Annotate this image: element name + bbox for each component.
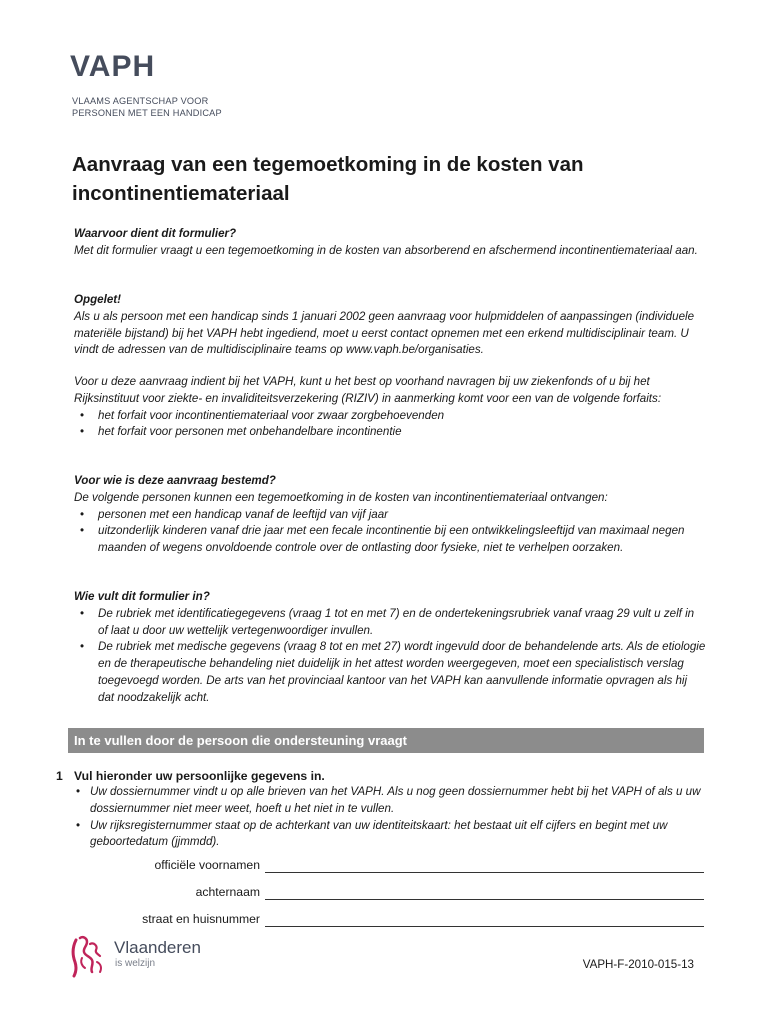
forfaits-text: Voor u deze aanvraag indient bij het VAPH, kunt u het best op voorhand navragen bij uw ziekenfonds of u bij het Rijksinstituut voor ziekte- en invaliditeitsverzekering (RIZIV) in aanmerking komt voor een van de volgende forfaits: (74, 375, 662, 405)
document-code: VAPH-F-2010-015-13 (582, 958, 694, 971)
warning-text: Als u als persoon met een handicap sinds 1 januari 2002 geen aanvraag voor hulpmiddelen of aanpassingen (individuele materiële bijstand) bij het VAPH hebt ingediend, moet u eerst contact opnemen met een erkend multidisciplinair team. U vindt de adressen van de multidisciplinaire teams op www.vaph.be/organisaties. (74, 309, 695, 357)
list-item: • personen met een handicap vanaf de leeftijd van vijf jaar (74, 507, 706, 524)
list-item: • Uw dossiernummer vindt u op alle brieven van het VAPH. Als u nog geen dossiernummer hebt bij het VAPH of als u uw dossiernummer niet meer weet, hoeft u het niet in te vullen. (74, 784, 706, 818)
list-item: • het forfait voor incontinentiemateriaal voor zwaar zorgbehoevenden (74, 408, 706, 425)
list-item: • De rubriek met identificatiegegevens (vraag 1 tot en met 7) en de ondertekeningsrubriek vanaf vraag 29 vult u zelf in of laat u door uw wettelijk vertegenwoordiger invullen. (74, 606, 706, 640)
street-label: straat en huisnummer (142, 912, 260, 926)
forfaits-list (74, 408, 706, 442)
last-name-field[interactable] (265, 899, 704, 900)
flanders-lion-icon (70, 932, 106, 978)
who-fills-list (74, 606, 706, 707)
first-names-field[interactable] (265, 872, 704, 873)
logo-subtitle-line: VLAAMS AGENTSCHAP VOOR (72, 96, 209, 106)
audience-heading: Voor wie is deze aanvraag bestemd? (74, 474, 276, 487)
logo-subtitle (72, 95, 222, 119)
list-item: • De rubriek met medische gegevens (vraag 8 tot en met 27) wordt ingevuld door de behandelende arts. Als de etiologie en de therapeutische behandeling niet duidelijk in het attest worden weergegeven, moet een specialistisch verslag toegevoegd worden. De arts van het provinciaal kantoor van het VAPH kan aanvullende informatie opvragen als hij dat noodzakelijk acht. (74, 639, 706, 706)
purpose-heading: Waarvoor dient dit formulier? (74, 227, 237, 240)
purpose-section (74, 226, 706, 260)
forfaits-section (74, 374, 706, 441)
purpose-text: Met dit formulier vraagt u een tegemoetkoming in de kosten van absorberend en afschermend incontinentiemateriaal aan. (74, 243, 698, 257)
warning-heading: Opgelet! (74, 293, 122, 306)
list-item: • uitzonderlijk kinderen vanaf drie jaar met een fecale incontinentie bij een ontwikkelingsleeftijd van maximaal negen maanden of wegens onvoldoende controle over de ontlasting door fysieke, niet te verhelpen oorzaken. (74, 523, 706, 557)
logo-title: VAPH (70, 50, 156, 83)
who-fills-section (74, 589, 706, 707)
audience-text: De volgende personen kunnen een tegemoetkoming in de kosten van incontinentiemateriaal ontvangen: (74, 490, 608, 504)
question-number: 1 (56, 769, 63, 783)
flanders-name: Vlaanderen (114, 938, 201, 957)
last-name-label: achternaam (195, 885, 260, 899)
street-field[interactable] (265, 926, 704, 927)
list-item: • Uw rijksregisternummer staat op de achterkant van uw identiteitskaart: het bestaat uit elf cijfers en begint met uw geboortedatum (jjmmdd). (74, 818, 706, 852)
first-names-label: officiële voornamen (154, 858, 260, 872)
warning-section (74, 292, 706, 359)
question-title: Vul hieronder uw persoonlijke gegevens in. (74, 769, 325, 783)
logo-subtitle-line: PERSONEN MET EEN HANDICAP (72, 108, 222, 118)
who-fills-heading: Wie vult dit formulier in? (74, 590, 210, 603)
section-header-bar: In te vullen door de persoon die ondersteuning vraagt (68, 728, 704, 753)
audience-section (74, 473, 706, 557)
page-title: Aanvraag van een tegemoetkoming in de kosten van incontinentiemateriaal (72, 153, 584, 205)
question-instructions (74, 784, 706, 851)
audience-list (74, 507, 706, 557)
flanders-subtitle: is welzijn (115, 958, 156, 969)
list-item: • het forfait voor personen met onbehandelbare incontinentie (74, 424, 706, 441)
question-instructions-list (74, 784, 706, 851)
